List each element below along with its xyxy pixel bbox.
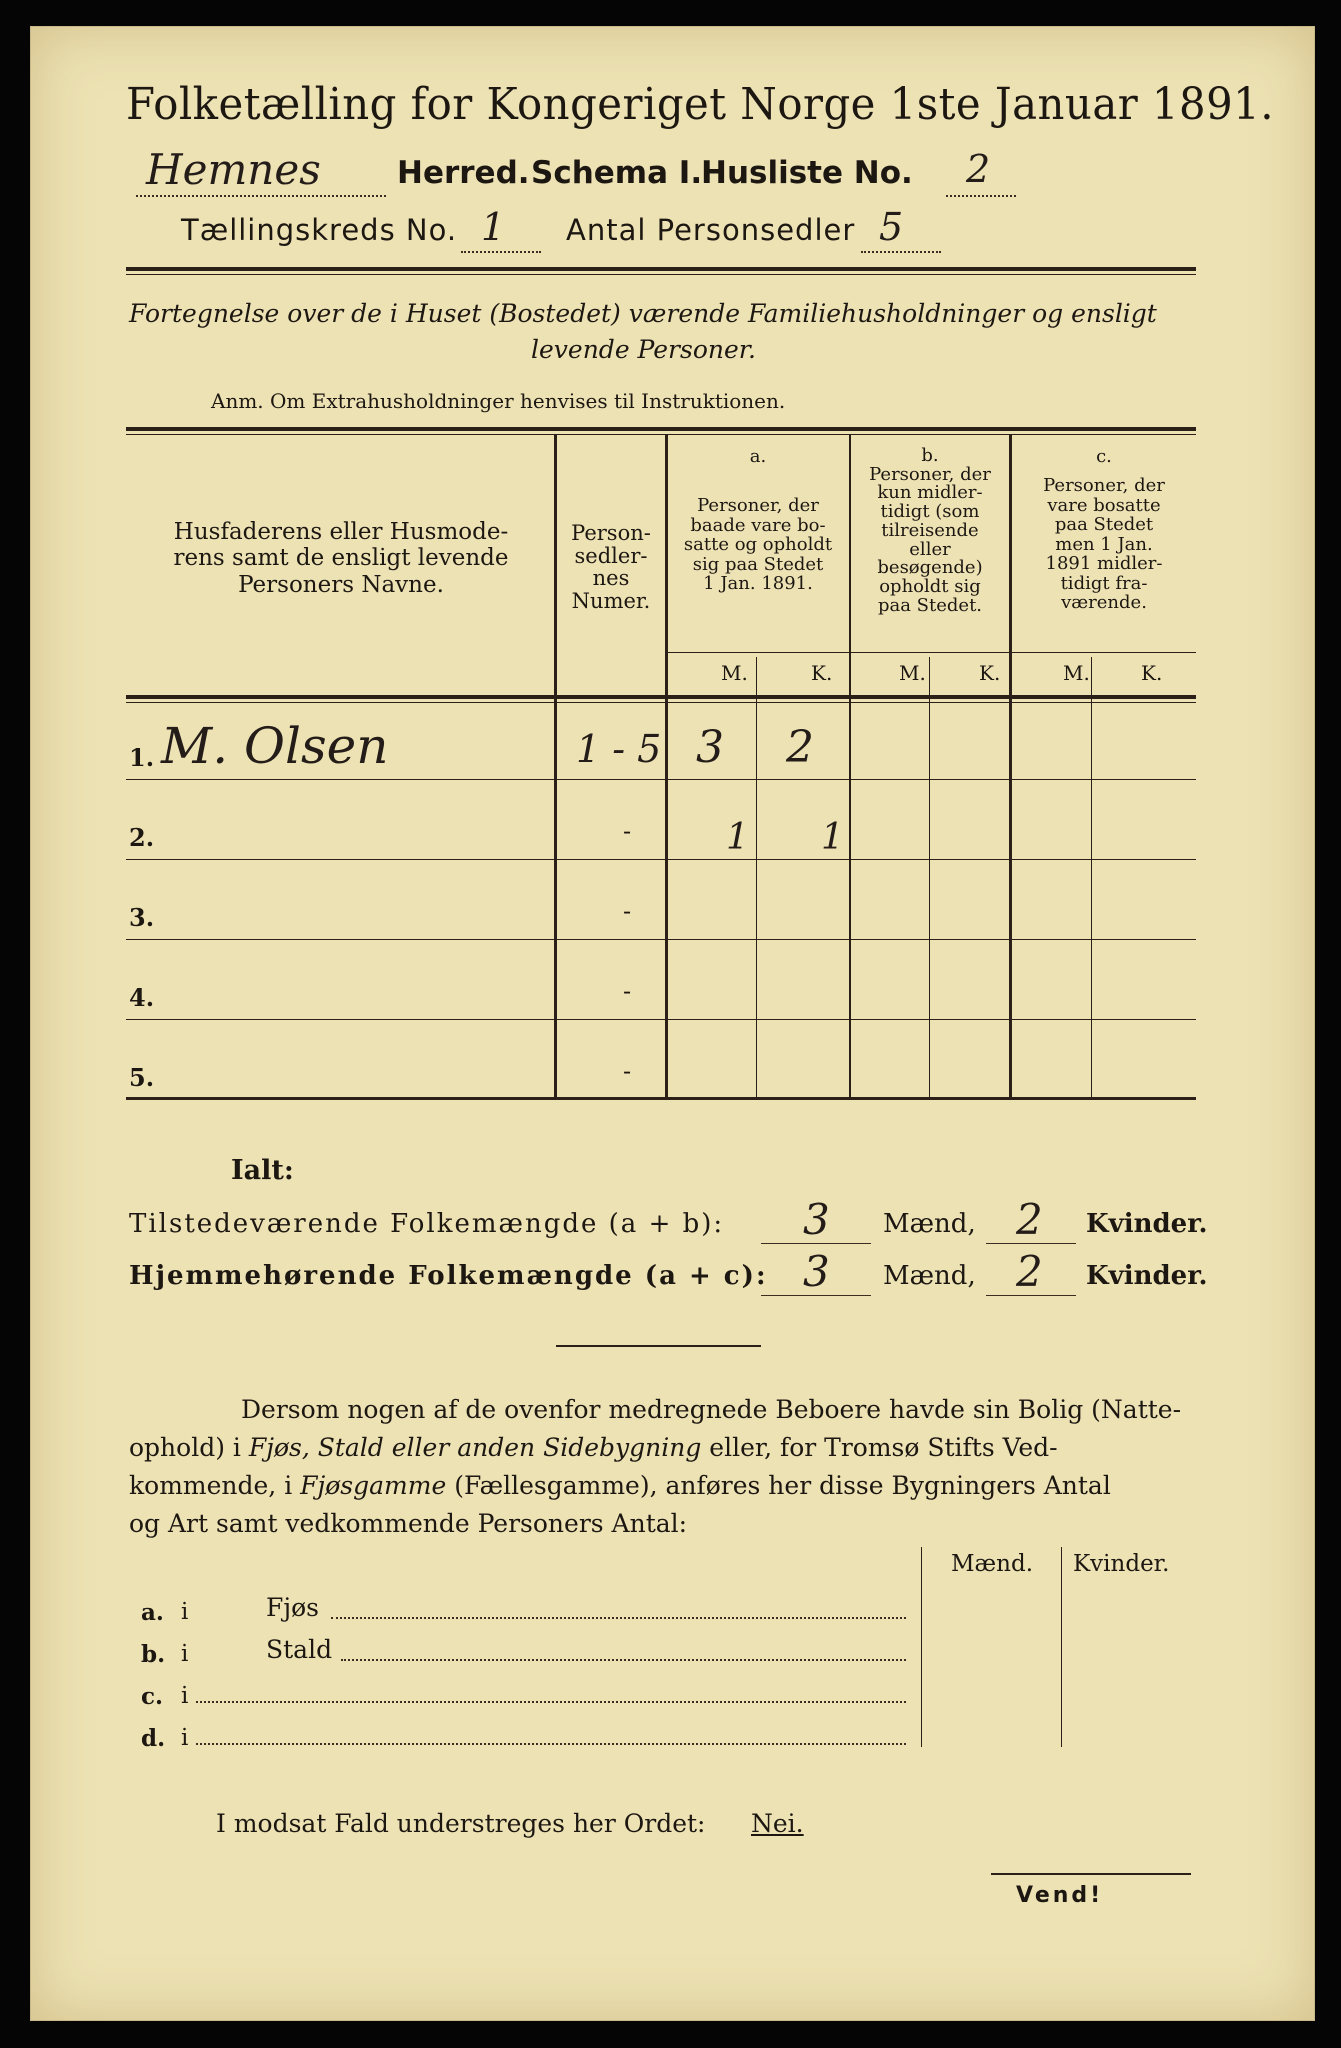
- row-numer: -: [623, 897, 632, 925]
- header-names-line-1: Husfaderens eller Husmode-: [173, 519, 509, 545]
- header-col-a-line-4: sig paa Stedet: [692, 553, 824, 575]
- para-line-1: Dersom nogen af de ovenfor medregnede Beboere havde sin Bolig (Natte-: [241, 1395, 1182, 1424]
- husliste-label: Husliste No.: [701, 155, 913, 191]
- bottom-maend-header: Mænd.: [951, 1551, 1034, 1577]
- header-col-c-line-6: tidigt fra-: [1060, 572, 1148, 594]
- row-a-m: 1: [726, 817, 749, 858]
- row-numer: -: [623, 977, 632, 1005]
- table-top-rule: [126, 427, 1196, 431]
- row-rule-2: [126, 859, 1196, 860]
- ialt-label: Ialt:: [231, 1155, 294, 1186]
- header-col-a-letter: a.: [749, 446, 767, 467]
- tilstede-m-value: 3: [803, 1195, 830, 1244]
- kreds-value: 1: [481, 205, 506, 249]
- header-col-c-line-2: vare bosatte: [1047, 494, 1161, 516]
- hjemme-label: Hjemmehørende Folkemængde (a + c):: [129, 1261, 768, 1291]
- bottom-kvinder-header: Kvinder.: [1073, 1551, 1170, 1577]
- hjemme-k-value: 2: [1016, 1247, 1043, 1296]
- col-divider-b: [849, 434, 851, 1098]
- col-c-m-label: M.: [1063, 661, 1090, 685]
- item-i: i: [181, 1683, 189, 1709]
- item-i: i: [181, 1599, 189, 1625]
- header-rule-1: [126, 267, 1196, 271]
- herred-value: Hemnes: [146, 145, 321, 194]
- col-a-m-label: M.: [721, 661, 748, 685]
- header-col-c-line-1: Personer, der: [1043, 475, 1165, 497]
- para-line-4: og Art samt vedkommende Personers Antal:: [129, 1509, 688, 1538]
- kreds-label: Tællingskreds No.: [181, 213, 458, 247]
- header-col-b-line-5: eller: [909, 538, 951, 560]
- table-header-bottom-rule: [126, 695, 1196, 699]
- col-divider-c-mk: [1091, 657, 1092, 1097]
- row-name: M. Olsen: [161, 717, 389, 775]
- header-col-a-line-1: Personer, der: [697, 495, 819, 517]
- antal-label: Antal Personsedler: [566, 213, 856, 247]
- husliste-value: 2: [966, 147, 991, 191]
- form-title: Folketælling for Kongeriget Norge 1ste Januar 1891.: [126, 79, 1274, 130]
- nei-word: Nei.: [751, 1809, 804, 1838]
- col-divider-b-mk: [929, 657, 930, 1097]
- item-dotted-line: [331, 1605, 906, 1619]
- row-a-m: 3: [696, 722, 724, 773]
- row-number: 4.: [129, 983, 155, 1012]
- tilstede-kvinder: Kvinder.: [1086, 1209, 1208, 1239]
- row-rule-4: [126, 1019, 1196, 1020]
- header-numer-line-2: sedler-: [574, 543, 648, 568]
- header-col-b: [853, 447, 1007, 615]
- header-col-b-line-6: besøgende): [877, 557, 983, 579]
- item-letter: c.: [141, 1683, 164, 1710]
- header-col-a-line-5: 1 Jan. 1891.: [703, 573, 813, 595]
- item-label: Stald: [266, 1635, 333, 1664]
- item-letter: b.: [141, 1641, 166, 1668]
- row-rule-3: [126, 939, 1196, 940]
- header-col-c-line-5: 1891 midler-: [1045, 553, 1163, 575]
- tilstede-label: Tilstedeværende Folkemængde (a + b):: [129, 1209, 725, 1239]
- para-line-3c: (Fællesgamme), anføres her disse Bygningers Antal: [446, 1471, 1111, 1500]
- item-letter: d.: [141, 1725, 166, 1752]
- mk-subheader-rule: [665, 652, 1196, 653]
- header-col-b-line-1: Personer, der: [869, 463, 991, 485]
- section-divider: [556, 1345, 761, 1347]
- intro-line-2: levende Personer.: [531, 335, 756, 364]
- table-bottom-rule: [126, 1097, 1196, 1100]
- col-divider-numer: [554, 434, 557, 1098]
- header-names: [131, 519, 551, 598]
- header-col-c-line-4: men 1 Jan.: [1055, 533, 1153, 555]
- col-a-k-label: K.: [811, 661, 833, 685]
- tilstede-maend: Mænd,: [883, 1209, 976, 1239]
- col-b-k-label: K.: [979, 661, 1001, 685]
- item-letter: a.: [141, 1599, 164, 1626]
- para-line-3b: Fjøsgamme: [300, 1471, 447, 1500]
- header-col-c-line-3: paa Stedet: [1054, 514, 1154, 536]
- item-dotted-line: [196, 1731, 906, 1745]
- col-b-m-label: M.: [899, 661, 926, 685]
- header-col-b-line-7: opholdt sig: [879, 576, 981, 598]
- row-numer: 1 - 5: [576, 727, 662, 771]
- census-form-page: [30, 26, 1315, 2021]
- header-col-c-letter: c.: [1096, 446, 1112, 467]
- header-col-a-line-2: baade vare bo-: [690, 514, 826, 536]
- herred-label: Herred.: [397, 155, 530, 191]
- header-numer-line-3: nes: [592, 566, 630, 591]
- para-line-3a: kommende, i: [129, 1471, 301, 1500]
- vend-label: Vend!: [1016, 1883, 1104, 1908]
- col-divider-a: [665, 434, 668, 1098]
- item-dotted-line: [341, 1647, 906, 1661]
- row-a-k: 1: [821, 817, 844, 858]
- col-divider-c: [1009, 434, 1012, 1098]
- header-names-line-2: rens samt de ensligt levende: [173, 545, 509, 572]
- header-rule-2: [126, 274, 1196, 275]
- hjemme-kvinder: Kvinder.: [1086, 1261, 1208, 1291]
- item-dotted-line: [196, 1689, 906, 1703]
- table-top-rule-2: [126, 434, 1196, 435]
- header-numer-line-1: Person-: [571, 521, 651, 545]
- anm-note: Anm. Om Extrahusholdninger henvises til Instruktionen.: [211, 389, 786, 413]
- row-numer: -: [623, 817, 632, 845]
- row-number: 5.: [129, 1063, 155, 1092]
- header-col-b-line-8: paa Stedet.: [877, 594, 983, 616]
- header-col-b-line-4: tilreisende: [881, 519, 979, 541]
- col-divider-a-mk: [756, 657, 757, 1097]
- item-i: i: [181, 1725, 189, 1751]
- col-c-k-label: K.: [1141, 661, 1163, 685]
- item-label: Fjøs: [266, 1593, 319, 1622]
- hjemme-m-value: 3: [803, 1247, 830, 1296]
- para-line-2c: eller, for Tromsø Stifts Ved-: [701, 1433, 1058, 1462]
- header-col-a: [669, 447, 847, 594]
- row-number: 3.: [129, 903, 155, 932]
- row-number: 1.: [129, 743, 155, 772]
- bottom-col-divider-2: [1061, 1547, 1062, 1747]
- bottom-col-divider-1: [921, 1547, 922, 1747]
- header-col-b-line-2: kun midler-: [877, 482, 983, 504]
- header-numer: [559, 522, 663, 613]
- row-number: 2.: [129, 823, 155, 852]
- para-line-2a: ophold) i: [129, 1433, 249, 1462]
- header-col-c-line-7: værende.: [1061, 592, 1147, 614]
- intro-line-1: Fortegnelse over de i Huset (Bostedet) værende Familiehusholdninger og ensligt: [129, 299, 1157, 328]
- header-col-b-letter: b.: [921, 445, 939, 466]
- hjemme-maend: Mænd,: [883, 1261, 976, 1291]
- para-line-2b: Fjøs, Stald eller anden Sidebygning: [248, 1433, 702, 1462]
- header-col-b-line-3: tidigt (som: [880, 501, 980, 523]
- row-a-k: 2: [786, 722, 814, 773]
- header-col-a-line-3: satte og opholdt: [683, 534, 833, 556]
- item-i: i: [181, 1641, 189, 1667]
- schema-label: Schema I.: [531, 155, 703, 191]
- para-line-2: [129, 1433, 1058, 1462]
- header-numer-line-4: Numer.: [571, 589, 651, 614]
- row-rule-1: [126, 779, 1196, 780]
- table-header-bottom-rule-2: [126, 702, 1196, 703]
- header-names-line-3: Personers Navne.: [238, 571, 444, 598]
- vend-rule: [991, 1873, 1191, 1875]
- modsat-text: I modsat Fald understreges her Ordet:: [216, 1809, 706, 1838]
- antal-value: 5: [879, 205, 904, 249]
- header-col-c: [1013, 447, 1195, 613]
- tilstede-k-value: 2: [1016, 1195, 1043, 1244]
- row-numer: -: [623, 1057, 632, 1085]
- para-line-3: [129, 1471, 1111, 1500]
